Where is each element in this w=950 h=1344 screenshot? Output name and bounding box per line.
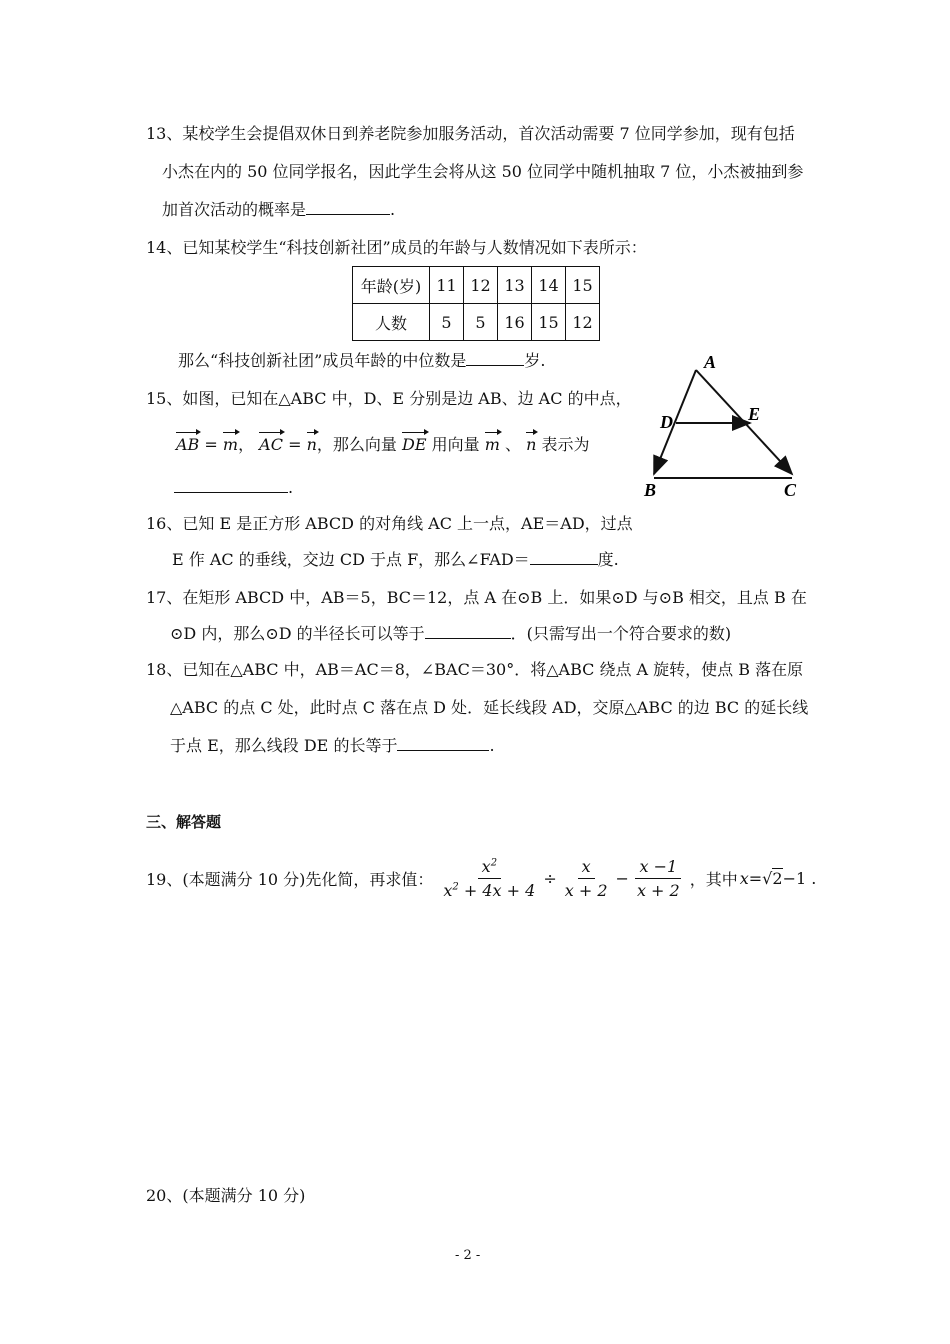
q16-answer-blank[interactable] <box>530 550 598 565</box>
vector-n: n <box>306 435 317 454</box>
q14-answer-blank[interactable] <box>466 351 524 366</box>
q17-line1: 17、在矩形 ABCD 中，AB＝5，BC＝12，点 A 在⊙B 上．如果⊙D 与⊙B 相交，且点 B 在 <box>146 588 807 607</box>
q14-question <box>178 351 545 371</box>
fraction-2-denominator: x + 2 <box>564 880 608 900</box>
q18-line3-text: 于点 E，那么线段 DE 的长等于 <box>170 736 398 755</box>
q18-line3 <box>170 736 495 756</box>
q18-answer-blank[interactable] <box>397 736 489 751</box>
vector-n-2: n <box>526 435 537 454</box>
q15-eq2: = <box>288 435 302 454</box>
table-cell: 人数 <box>353 304 430 341</box>
table-cell: 12 <box>464 267 498 304</box>
sqrt-value: 2 <box>772 869 783 888</box>
q15-end: . <box>288 478 294 497</box>
q19-prefix: 19、(本题满分 10 分)先化简，再求值： <box>146 869 434 889</box>
q17-end: ．(只需写出一个符合要求的数) <box>510 624 732 643</box>
label-b: B <box>644 480 657 500</box>
q19-tail: −1 . <box>782 868 817 888</box>
table-row <box>353 304 600 341</box>
q19 <box>146 852 816 904</box>
q14-age-table <box>352 266 600 341</box>
minus-operator: − <box>615 868 629 888</box>
q18-line1: 18、已知在△ABC 中，AB＝AC＝8，∠BAC＝30°．将△ABC 绕点 A 旋转，使点 B 落在原 <box>146 660 804 679</box>
fraction-3-denominator: x + 2 <box>636 880 680 900</box>
q13-line3-text: 加首次活动的概率是 <box>162 200 307 219</box>
q15-line2-text: ，那么向量 <box>316 435 397 454</box>
table-cell: 15 <box>532 304 566 341</box>
q13-line1: 13、某校学生会提倡双休日到养老院参加服务活动，首次活动需要 7 位同学参加，现有包括 <box>146 124 795 143</box>
q15-line1: 15、如图，已知在△ABC 中，D、E 分别是边 AB、边 AC 的中点， <box>146 389 632 408</box>
q16-line1: 16、已知 E 是正方形 ABCD 的对角线 AC 上一点，AE＝AD，过点 <box>146 514 633 533</box>
triangle-figure <box>640 350 810 500</box>
q13-line3 <box>162 200 395 220</box>
q14-intro: 14、已知某校学生“科技创新社团”成员的年龄与人数情况如下表所示： <box>146 238 647 257</box>
q14-end: 岁. <box>524 351 546 370</box>
vector-ac: AC <box>259 435 283 454</box>
q15-line3 <box>174 478 293 498</box>
q14-question-text: 那么“科技创新社团”成员年龄的中位数是 <box>178 351 467 370</box>
table-cell: 12 <box>566 304 600 341</box>
table-cell: 16 <box>498 304 532 341</box>
q13-line2: 小杰在内的 50 位同学报名，因此学生会将从这 50 位同学中随机抽取 7 位，小杰被抽到参 <box>162 162 804 181</box>
label-c: C <box>784 480 797 500</box>
q19-suffix: ，其中 <box>689 869 738 889</box>
fraction-1-numerator <box>478 857 501 879</box>
q15-line2: AB = m， AC = n，那么向量 DE 用向量 m 、 n 表示为 <box>176 435 590 454</box>
q15-line2-text3: 表示为 <box>541 435 590 454</box>
fraction-3-numerator: x −1 <box>635 857 681 879</box>
table-cell: 5 <box>430 304 464 341</box>
table-cell: 5 <box>464 304 498 341</box>
q18-end: . <box>489 736 495 755</box>
vector-m: m <box>222 435 239 454</box>
table-cell: 13 <box>498 267 532 304</box>
fraction-2-numerator: x <box>578 857 595 879</box>
divide-operator: ÷ <box>543 868 557 888</box>
q16-line2 <box>172 550 619 570</box>
q17-line2 <box>170 624 731 644</box>
q18-line2: △ABC 的点 C 处，此时点 C 落在点 D 处．延长线段 AD，交原△ABC 的边 BC 的延长线 <box>170 698 809 717</box>
q20: 20、(本题满分 10 分) <box>146 1186 306 1205</box>
frac1-num-var: x <box>481 856 491 876</box>
q19-var: x <box>739 868 749 888</box>
q16-end: 度. <box>597 550 619 569</box>
section-title: 三、解答题 <box>146 813 222 831</box>
q16-line2-text: E 作 AC 的垂线，交边 CD 于点 F，那么∠FAD＝ <box>172 550 530 569</box>
frac1-num-exp: 2 <box>490 857 498 869</box>
q19-eq: = <box>748 868 763 888</box>
frac1-den-rest: + 4x + 4 <box>458 880 536 900</box>
vector-m-2: m <box>484 435 500 454</box>
vector-ab: AB <box>176 435 200 454</box>
q13-answer-blank[interactable] <box>306 200 390 215</box>
label-a: A <box>704 352 717 372</box>
frac1-den-var: x <box>443 880 453 900</box>
q17-line2-text: ⊙D 内，那么⊙D 的半径长可以等于 <box>170 624 425 643</box>
table-cell: 14 <box>532 267 566 304</box>
label-e: E <box>748 404 761 424</box>
frac1-den-exp: 2 <box>452 881 459 893</box>
sqrt-icon: √ <box>762 868 773 888</box>
q15-sep: 、 <box>504 435 521 454</box>
q17-answer-blank[interactable] <box>425 624 511 639</box>
vector-de: DE <box>401 435 427 454</box>
fraction-2 <box>561 857 612 900</box>
page-number: - 2 - <box>455 1248 481 1263</box>
q15-line2-text2: 用向量 <box>431 435 480 454</box>
q15-eq1: = <box>204 435 218 454</box>
fraction-1 <box>439 857 539 900</box>
table-cell: 11 <box>430 267 464 304</box>
fraction-1-denominator <box>439 879 539 900</box>
q15-answer-blank[interactable] <box>174 478 288 493</box>
label-d: D <box>660 412 673 432</box>
table-row <box>353 267 600 304</box>
fraction-3 <box>633 857 684 900</box>
table-cell: 15 <box>566 267 600 304</box>
q13-end: . <box>390 200 396 219</box>
table-cell: 年龄(岁) <box>353 267 430 304</box>
